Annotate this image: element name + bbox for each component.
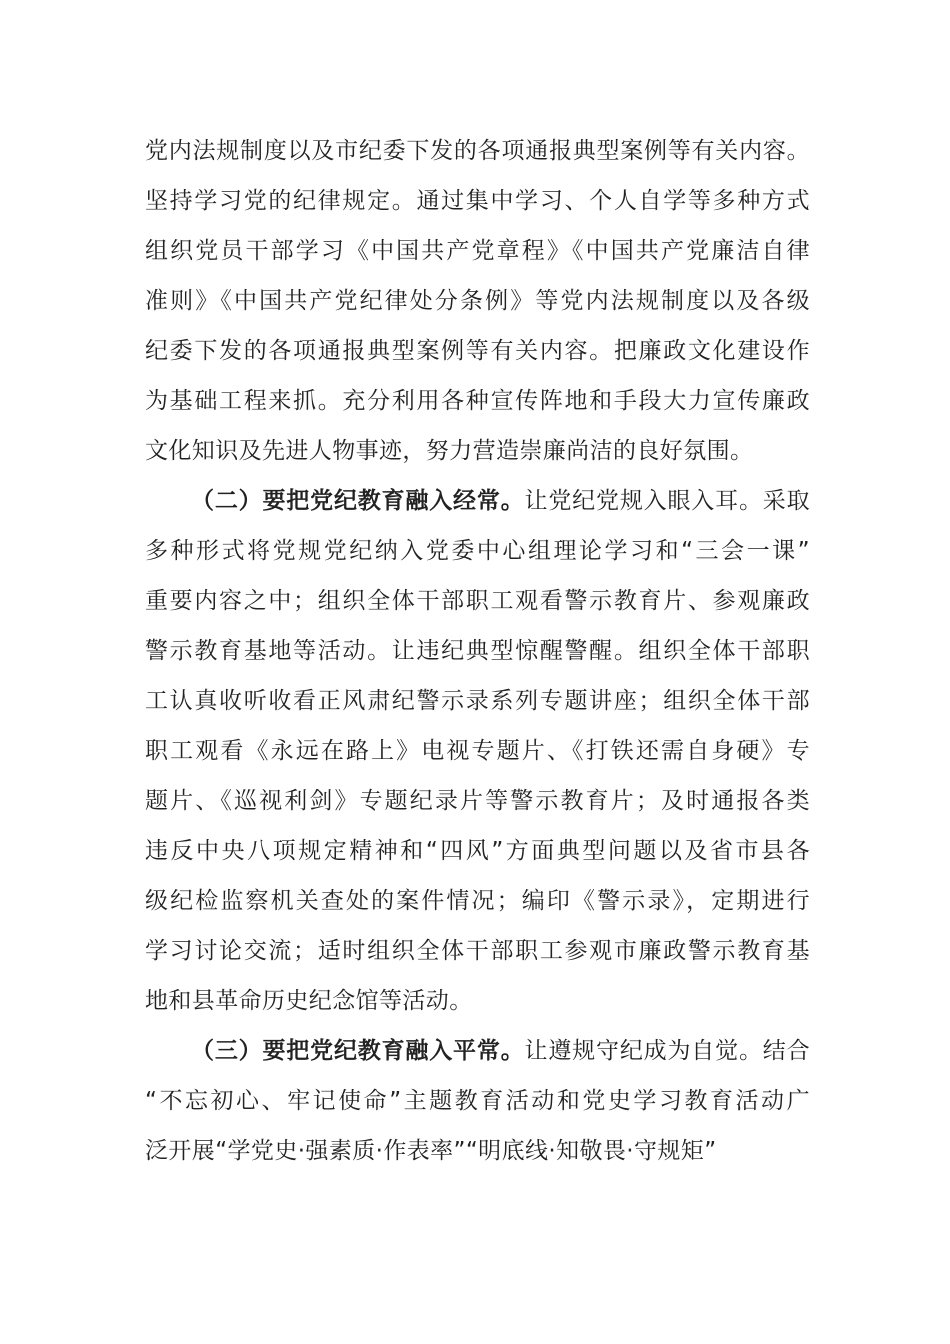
text-line: 重要内容之中；组织全体干部职工观看警示教育片、参观廉政 [145,588,810,614]
section-3-lead-text: 让遵规守纪成为自觉。结合 [524,1038,810,1064]
text-line: 坚持学习党的纪律规定。通过集中学习、个人自学等多种方式 [145,188,810,214]
document-body [145,126,810,1176]
text-line: “不忘初心、牢记使命”主题教育活动和党史学习教育活动广 [145,1088,810,1114]
text-line: 学习讨论交流；适时组织全体干部职工参观市廉政警示教育基 [145,938,810,964]
text-line: 为基础工程来抓。充分利用各种宣传阵地和手段大力宣传廉政 [145,388,810,414]
section-2-first-line [145,476,810,526]
text-line: 题片、《巡视利剑》专题纪录片等警示教育片；及时通报各类 [145,788,810,814]
section-2-lead-text: 让党纪党规入眼入耳。采取 [524,488,810,514]
text-line: 纪委下发的各项通报典型案例等有关内容。把廉政文化建设作 [145,338,810,364]
section-2-heading: （二）要把党纪教育融入经常。 [191,488,525,514]
text-line: 多种形式将党规党纪纳入党委中心组理论学习和“三会一课” [145,538,810,564]
text-line: 工认真收听收看正风肃纪警示录系列专题讲座；组织全体干部 [145,688,810,714]
section-3-heading: （三）要把党纪教育融入平常。 [191,1038,525,1064]
text-line: 泛开展“学党史·强素质·作表率”“明底线·知敬畏·守规矩” [145,1138,717,1164]
text-line: 准则》《中国共产党纪律处分条例》等党内法规制度以及各级 [145,288,810,314]
text-line: 职工观看《永远在路上》电视专题片、《打铁还需自身硬》专 [145,738,810,764]
text-line: 违反中央八项规定精神和“四风”方面典型问题以及省市县各 [145,838,810,864]
text-line: 党内法规制度以及市纪委下发的各项通报典型案例等有关内容。 [145,138,810,164]
section-3-first-line [145,1026,810,1076]
text-line: 文化知识及先进人物事迹，努力营造崇廉尚洁的良好氛围。 [145,438,754,464]
text-line: 组织党员干部学习《中国共产党章程》《中国共产党廉洁自律 [145,238,810,264]
text-line: 级纪检监察机关查处的案件情况；编印《警示录》，定期进行 [145,888,810,914]
text-line: 地和县革命历史纪念馆等活动。 [145,988,473,1014]
text-line: 警示教育基地等活动。让违纪典型惊醒警醒。组织全体干部职 [145,638,810,664]
